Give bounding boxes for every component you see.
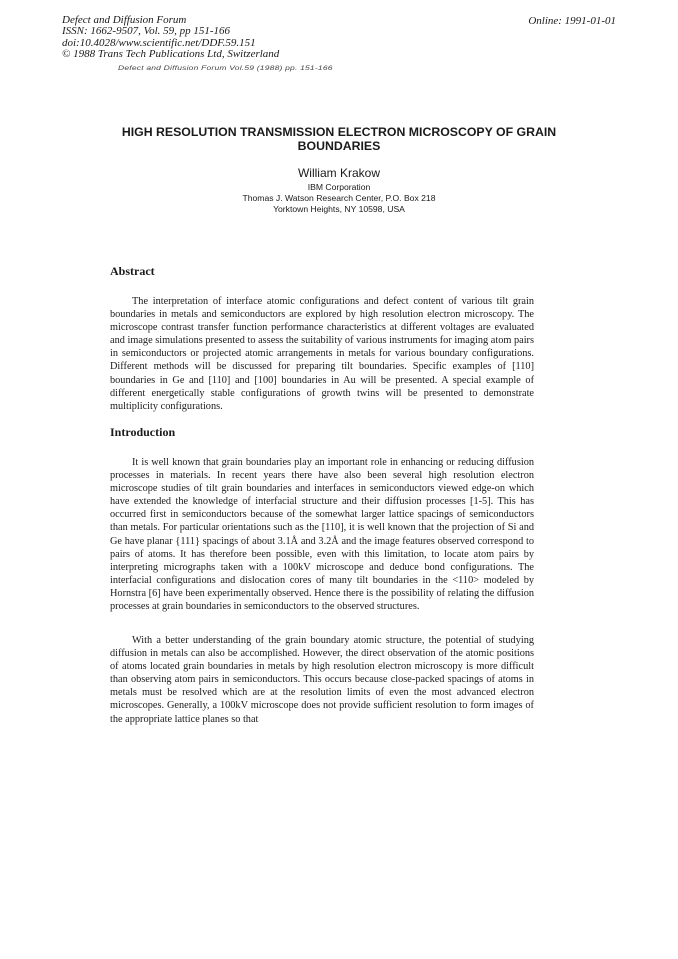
journal-header bbox=[62, 15, 279, 61]
intro-paragraph-2: With a better understanding of the grain boundary atomic structure, the potential of studying diffusion in metals can also be accomplished. However, the direct observation of the atomic positions of atoms located grain boundaries in metals by high resolution electron microscopy is more difficult than observing atom pairs in semiconductors. This occurs because close-packed spacings of atoms in metals must be resolved which are at the resolution limits of even the most advanced electron microscopes. Generally, a 100kV microscope does not provide sufficient resolution to form images of the appropriate lattice planes so that bbox=[110, 635, 534, 725]
paper-title: HIGH RESOLUTION TRANSMISSION ELECTRON MICROSCOPY OF GRAIN BOUNDARIES bbox=[121, 125, 557, 153]
intro-paragraph-1: It is well known that grain boundaries play an important role in enhancing or reducing diffusion processes in materials. In recent years there have also been several high resolution electron microscope studies of tilt grain boundaries and interfaces in semiconductors viewed edge-on which have extended the knowledge of interfacial structure and their diffusion processes [1-5]. This has occurred first in semiconductors because of the somewhat larger lattice spacings of semiconductors than metals. For particular orientations such as the [110], it is well known that the projection of Si and Ge have planar {111} spacings of about 3.1Å and 3.2Å and the image features observed correspond to pairs of atoms. It has therefore been possible, even with this limitation, to locate atom pairs by interpreting micrographs taken with a 100kV microscope and deduce bond configurations. The interfacial configurations and dislocation cores of many tilt boundaries in the <110> modeled by Hornstra [6] have been experimentally observed. Hence there is the possibility of relating the diffusion processes at grain boundaries in semiconductors to the observed structures. bbox=[110, 457, 534, 613]
abstract-text: The interpretation of interface atomic configurations and defect content of various tilt grain boundaries in metals and semiconductors are explored by high resolution electron microscopy. The microscope contrast transfer function performance characteristics at different voltages are evaluated and image simulations presented to assess the suitability of various instruments for imaging atom pairs in semiconductors or projected atomic arrangements in metals for various boundary configurations. Different methods will be discussed for preparing tilt boundaries. Specific examples of [110] boundaries in Ge and [110] and [100] boundaries in Au will be presented. A special example of different energetically stable configurations of growth twins will be presented to demonstrate multiplicity configurations. bbox=[110, 296, 534, 412]
running-head: Defect and Diffusion Forum Vol.59 (1988) pp. 151-166 bbox=[118, 64, 333, 72]
affiliation-center: Thomas J. Watson Research Center, P.O. Box 218 bbox=[242, 193, 436, 203]
affiliation-org: IBM Corporation bbox=[307, 182, 371, 192]
issn-line: ISSN: 1662-9507, Vol. 59, pp 151-166 bbox=[62, 25, 231, 38]
online-date: Online: 1991-01-01 bbox=[528, 15, 616, 27]
author-name: William Krakow bbox=[297, 166, 380, 180]
abstract-heading: Abstract bbox=[110, 264, 155, 278]
doi-line: doi:10.4028/www.scientific.net/DDF.59.151 bbox=[62, 36, 256, 49]
introduction-heading: Introduction bbox=[110, 425, 176, 439]
affiliation-city: Yorktown Heights, NY 10598, USA bbox=[273, 204, 405, 214]
copyright-line: © 1988 Trans Tech Publications Ltd, Switzerland bbox=[62, 48, 280, 61]
journal-name: Defect and Diffusion Forum bbox=[62, 14, 187, 26]
